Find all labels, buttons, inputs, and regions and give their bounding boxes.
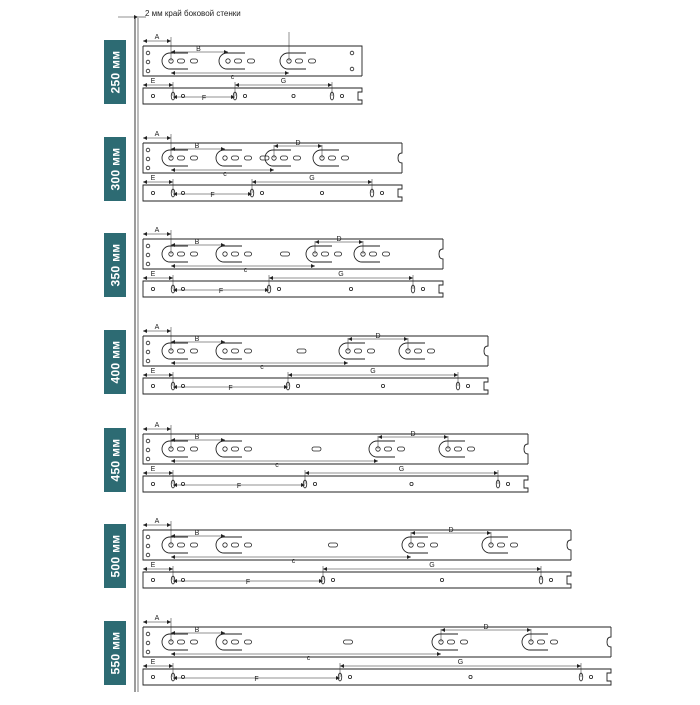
dimension-arrowhead: [288, 373, 292, 377]
dimension-label-b: B: [194, 434, 200, 441]
cabinet-hole: [151, 287, 154, 290]
mount-slot: [248, 59, 255, 63]
dimension-label-c: c: [275, 462, 279, 469]
cabinet-hole: [151, 578, 154, 581]
dimension-label-f: F: [236, 483, 242, 490]
dimension-arrowhead: [344, 361, 348, 365]
mount-slot: [385, 447, 392, 451]
dimension-label-e: E: [150, 175, 156, 182]
dimension-arrowhead: [143, 232, 147, 236]
mount-slot: [428, 349, 435, 353]
mount-slot: [309, 59, 316, 63]
drawer-member-outline: [143, 239, 443, 269]
mount-slot: [178, 252, 185, 256]
mount-slot: [398, 447, 405, 451]
cabinet-hole: [320, 191, 323, 194]
dimension-arrowhead: [169, 664, 173, 668]
dimension-label-c: c: [223, 171, 227, 178]
dimension-label-b: B: [194, 143, 200, 150]
front-hole: [146, 253, 150, 257]
dimension-arrowhead: [167, 620, 171, 624]
mount-slot: [191, 252, 198, 256]
mount-slot: [455, 447, 462, 451]
front-hole: [146, 148, 150, 152]
cabinet-hole: [296, 384, 299, 387]
dimension-arrowhead: [169, 567, 173, 571]
dimension-arrowhead: [235, 83, 239, 87]
side-wall-edge-note: 2 мм край боковой стенки: [145, 9, 241, 18]
slide-size-label: 400 мм: [108, 340, 123, 384]
slide-size-tab: [104, 137, 126, 201]
front-hole: [146, 641, 150, 645]
slide-size-tab: [104, 621, 126, 685]
cabinet-member-outline: [143, 572, 571, 588]
dimension-arrowhead: [169, 83, 173, 87]
slide-size-tab: [104, 233, 126, 297]
dimension-arrowhead: [167, 232, 171, 236]
dimension-arrowhead: [171, 459, 175, 463]
mount-slot: [322, 252, 329, 256]
dimension-arrowhead: [143, 523, 147, 527]
drawer-member-outline: [143, 143, 402, 173]
dimension-label-f: F: [218, 288, 224, 295]
mount-slot: [355, 349, 362, 353]
dimension-label-f: F: [201, 95, 207, 102]
mount-slot: [468, 447, 475, 451]
cabinet-hole: [277, 287, 280, 290]
dimension-arrowhead: [171, 71, 175, 75]
dimension-arrowhead: [169, 276, 173, 280]
mount-slot: [245, 640, 252, 644]
mount-slot: [178, 640, 185, 644]
mount-hole: [223, 640, 227, 644]
cabinet-member-outline: [143, 476, 528, 492]
dimension-arrowhead: [143, 39, 147, 43]
mount-slot: [245, 447, 252, 451]
mount-slot: [245, 252, 252, 256]
dimension-arrowhead: [167, 523, 171, 527]
mount-slot: [191, 640, 198, 644]
rear-hole: [350, 51, 354, 55]
front-hole: [146, 439, 150, 443]
rear-hook-notch: [567, 530, 571, 560]
cabinet-member-outline: [143, 669, 611, 685]
dimension-label-d: D: [483, 624, 489, 631]
dimension-label-a: A: [154, 324, 160, 331]
mount-slot: [342, 156, 349, 160]
cabinet-hole: [292, 94, 295, 97]
rear-hook-notch: [439, 239, 443, 269]
dimension-label-e: E: [150, 659, 156, 666]
front-hole: [146, 166, 150, 170]
dimension-label-g: G: [429, 562, 435, 569]
cabinet-hole: [589, 675, 592, 678]
slide-size-tab: [104, 524, 126, 588]
cabinet-hole: [340, 94, 343, 97]
dimension-arrowhead: [169, 373, 173, 377]
dimension-arrowhead: [328, 83, 332, 87]
dimension-label-g: G: [280, 78, 287, 85]
dimension-arrowhead: [494, 471, 498, 475]
front-hole: [146, 544, 150, 548]
mount-hole: [223, 156, 227, 160]
mount-slot: [178, 59, 185, 63]
dimension-arrowhead: [171, 361, 175, 365]
front-hole: [146, 157, 150, 161]
cabinet-member-outline: [143, 185, 402, 201]
mount-slot: [191, 59, 198, 63]
front-hole: [146, 553, 150, 557]
cabinet-hole: [410, 482, 413, 485]
dimension-label-c: c: [260, 364, 264, 371]
rear-hook-notch: [484, 336, 488, 366]
mount-slot: [538, 640, 545, 644]
dimension-arrowhead: [285, 71, 289, 75]
mount-slot: [296, 59, 303, 63]
dimension-label-c: c: [291, 558, 296, 565]
mid-slot: [329, 543, 338, 547]
dimension-arrowhead: [374, 459, 378, 463]
cabinet-hole: [380, 191, 383, 194]
mid-slot: [281, 252, 290, 256]
dimension-label-a: A: [154, 131, 160, 138]
dimension-label-g: G: [370, 368, 376, 375]
dimension-label-d: D: [375, 333, 381, 340]
cabinet-hole: [469, 675, 472, 678]
dimension-label-a: A: [154, 34, 160, 41]
dimension-arrowhead: [359, 240, 363, 244]
mount-slot: [178, 349, 185, 353]
front-hole: [146, 359, 150, 363]
dimension-label-e: E: [150, 271, 156, 278]
mount-slot: [370, 252, 377, 256]
dimension-arrowhead: [167, 136, 171, 140]
rear-hook-notch: [607, 627, 611, 657]
dimension-arrowhead: [143, 567, 147, 571]
dimension-label-b: B: [194, 336, 200, 343]
cabinet-hole: [260, 191, 263, 194]
cabinet-hole: [506, 482, 509, 485]
dimension-label-a: A: [154, 227, 160, 234]
mount-slot: [415, 349, 422, 353]
mount-slot: [178, 543, 185, 547]
dimension-arrowhead: [171, 652, 175, 656]
dimension-arrowhead: [311, 264, 315, 268]
cabinet-hole: [348, 675, 351, 678]
dimension-arrowhead: [409, 276, 413, 280]
slide-size-tab: [104, 428, 126, 492]
mount-hole: [226, 59, 230, 63]
cabinet-hole: [243, 94, 246, 97]
mount-slot: [461, 640, 468, 644]
mount-slot: [191, 447, 198, 451]
mount-slot: [178, 447, 185, 451]
drawer-member-outline: [143, 627, 611, 657]
mount-slot: [431, 543, 438, 547]
dimension-arrowhead: [143, 471, 147, 475]
slide-size-label: 350 мм: [108, 243, 123, 287]
dimension-arrowhead: [270, 168, 274, 172]
mount-hole: [223, 252, 227, 256]
rear-hole: [350, 67, 354, 71]
mount-slot: [383, 252, 390, 256]
front-hole: [146, 632, 150, 636]
mount-hole: [223, 543, 227, 547]
dimension-label-c: c: [230, 74, 235, 81]
mount-slot: [191, 156, 198, 160]
mount-slot: [498, 543, 505, 547]
dimension-label-g: G: [309, 175, 315, 182]
mount-slot: [232, 349, 239, 353]
cabinet-hole: [331, 578, 334, 581]
mount-slot: [245, 349, 252, 353]
front-hole: [146, 69, 150, 73]
front-hole: [146, 457, 150, 461]
mid-slot: [260, 156, 269, 160]
slide-size-label: 250 мм: [108, 50, 123, 94]
mount-slot: [448, 640, 455, 644]
dimension-arrowhead: [368, 180, 372, 184]
front-hole: [146, 350, 150, 354]
slide-group-2: [143, 131, 402, 201]
cabinet-hole: [313, 482, 316, 485]
dimension-arrowhead: [411, 531, 415, 535]
dimension-label-a: A: [154, 422, 160, 429]
mount-slot: [232, 156, 239, 160]
dimension-arrowhead: [167, 329, 171, 333]
slide-size-label: 500 мм: [108, 534, 123, 578]
dimension-label-d: D: [448, 527, 454, 534]
dimension-arrowhead: [143, 427, 147, 431]
dimension-arrowhead: [143, 620, 147, 624]
cabinet-hole: [151, 191, 154, 194]
slide-size-tab: [104, 40, 126, 104]
slide-size-label: 550 мм: [108, 631, 123, 675]
dimension-arrowhead: [269, 276, 273, 280]
front-hole: [146, 341, 150, 345]
dimension-label-e: E: [150, 466, 156, 473]
slide-group-7: [143, 615, 611, 685]
dimension-label-g: G: [338, 271, 344, 278]
note-arrowhead: [134, 15, 138, 19]
dimension-arrowhead: [143, 664, 147, 668]
mount-slot: [232, 252, 239, 256]
dimension-label-e: E: [150, 78, 156, 85]
dimension-label-f: F: [254, 676, 259, 683]
dimension-arrowhead: [143, 373, 147, 377]
slide-size-tab: [104, 330, 126, 394]
dimension-label-b: B: [194, 530, 200, 537]
dimension-label-f: F: [245, 579, 251, 586]
cabinet-hole: [151, 675, 154, 678]
dimension-arrowhead: [577, 664, 581, 668]
dimension-arrowhead: [169, 180, 173, 184]
dimension-label-b: B: [194, 239, 200, 246]
mount-slot: [329, 156, 336, 160]
dimension-arrowhead: [167, 39, 171, 43]
mount-slot: [232, 543, 239, 547]
mount-slot: [245, 543, 252, 547]
slide-group-4: [143, 324, 488, 394]
mount-hole: [223, 349, 227, 353]
dimension-label-d: D: [410, 431, 416, 438]
mount-slot: [294, 156, 301, 160]
dimension-arrowhead: [378, 435, 382, 439]
slide-group-1: [143, 32, 362, 104]
drawer-member-outline: [143, 434, 528, 464]
dimension-arrowhead: [143, 276, 147, 280]
dimension-arrowhead: [143, 83, 147, 87]
dimension-label-e: E: [150, 562, 156, 569]
dimension-arrowhead: [404, 337, 408, 341]
cabinet-hole: [549, 578, 552, 581]
dimension-arrowhead: [143, 329, 147, 333]
front-hole: [146, 244, 150, 248]
front-hole: [146, 51, 150, 55]
dimension-arrowhead: [305, 471, 309, 475]
front-hole: [146, 535, 150, 539]
mount-slot: [232, 447, 239, 451]
rear-hook-notch: [398, 143, 402, 173]
mount-hole: [223, 447, 227, 451]
dimension-label-g: G: [398, 466, 405, 473]
dimension-label-c: c: [306, 655, 311, 662]
dimension-arrowhead: [167, 427, 171, 431]
slide-group-6: [143, 518, 571, 588]
dimension-label-f: F: [228, 385, 233, 392]
drawer-member-outline: [143, 530, 571, 560]
front-hole: [146, 262, 150, 266]
dimension-arrowhead: [143, 180, 147, 184]
dimension-arrowhead: [537, 567, 541, 571]
mount-slot: [511, 543, 518, 547]
dimension-arrowhead: [407, 555, 411, 559]
cabinet-hole: [151, 482, 154, 485]
cabinet-hole: [381, 384, 384, 387]
mount-slot: [245, 156, 252, 160]
dimension-arrowhead: [274, 144, 278, 148]
slide-size-label: 300 мм: [108, 147, 123, 191]
dimension-arrowhead: [527, 628, 531, 632]
cabinet-hole: [151, 94, 154, 97]
mid-slot: [312, 447, 321, 451]
cabinet-hole: [151, 384, 154, 387]
mount-slot: [335, 252, 342, 256]
mount-slot: [232, 640, 239, 644]
rear-hook-notch: [524, 434, 528, 464]
mid-slot: [297, 349, 306, 353]
mount-slot: [191, 543, 198, 547]
dimension-label-c: c: [243, 267, 248, 274]
front-hole: [146, 60, 150, 64]
mount-slot: [418, 543, 425, 547]
mount-slot: [551, 640, 558, 644]
cabinet-hole: [421, 287, 424, 290]
slide-size-label: 450 мм: [108, 438, 123, 482]
dimension-arrowhead: [441, 628, 445, 632]
dimension-arrowhead: [437, 652, 441, 656]
dimension-label-b: B: [196, 46, 201, 53]
dimension-arrowhead: [348, 337, 352, 341]
dimension-arrowhead: [444, 435, 448, 439]
dimension-arrowhead: [143, 136, 147, 140]
dimension-arrowhead: [315, 240, 319, 244]
mount-slot: [178, 156, 185, 160]
mount-slot: [235, 59, 242, 63]
dimension-arrowhead: [487, 531, 491, 535]
mount-slot: [281, 156, 288, 160]
drawer-member-outline: [143, 46, 362, 76]
dimension-arrowhead: [171, 168, 175, 172]
dimension-label-d: D: [336, 236, 342, 243]
mount-slot: [191, 349, 198, 353]
dimension-label-f: F: [210, 192, 215, 199]
cabinet-hole: [466, 384, 469, 387]
slide-group-3: [143, 227, 443, 297]
mount-slot: [368, 349, 375, 353]
dimension-label-b: B: [194, 627, 200, 634]
dimension-arrowhead: [323, 567, 327, 571]
dimension-arrowhead: [171, 555, 175, 559]
cabinet-member-outline: [143, 281, 443, 297]
dimension-label-a: A: [154, 615, 160, 622]
dimension-label-a: A: [154, 518, 160, 525]
front-hole: [146, 650, 150, 654]
dimension-arrowhead: [171, 264, 175, 268]
slide-group-5: [143, 422, 528, 492]
dimension-label-e: E: [150, 368, 156, 375]
cabinet-hole: [440, 578, 443, 581]
dimension-arrowhead: [340, 664, 344, 668]
dimension-arrowhead: [169, 471, 173, 475]
mid-slot: [344, 640, 353, 644]
dimension-arrowhead: [318, 144, 322, 148]
dimension-arrowhead: [454, 373, 458, 377]
cabinet-member-outline: [143, 378, 488, 394]
cabinet-hole: [349, 287, 352, 290]
drawer-member-outline: [143, 46, 362, 76]
dimension-arrowhead: [252, 180, 256, 184]
front-hole: [146, 448, 150, 452]
dimension-label-g: G: [457, 659, 464, 666]
dimension-label-d: D: [295, 140, 301, 147]
